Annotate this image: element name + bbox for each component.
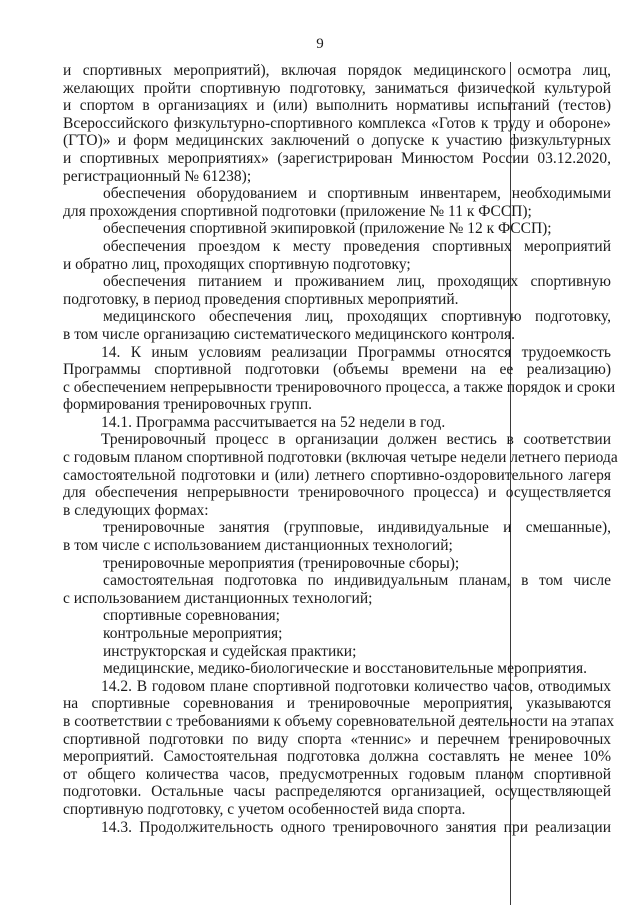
text-line: обеспечения проездом к месту проведения спортивных мероприятий	[103, 237, 611, 255]
text-line: тренировочные занятия (групповые, индивидуальные и смешанные),	[103, 519, 611, 537]
text-line: и обратно лиц, проходящих спортивную подготовку;	[63, 255, 411, 273]
text-line: медицинские, медико-биологические и восстановительные мероприятия.	[103, 660, 588, 678]
text-line: формирования тренировочных групп.	[63, 396, 312, 414]
text-line: 14. К иным условиям реализации Программы относятся трудоемкость	[101, 343, 611, 361]
text-line: медицинского обеспечения лиц, проходящих спортивную подготовку,	[103, 308, 611, 326]
text-line: на спортивные соревнования и тренировочные мероприятия, указываются	[63, 695, 611, 713]
text-line: обеспечения оборудованием и спортивным инвентарем, необходимыми	[103, 185, 611, 203]
text-line: с использованием дистанционных технологий;	[63, 589, 373, 607]
text-line: и спортивных мероприятий), включая порядок медицинского осмотра лиц,	[63, 62, 611, 79]
text-line: обеспечения спортивной экипировкой (приложение № 12 к ФССП);	[103, 220, 552, 238]
text-line: Всероссийского физкультурно-спортивного комплекса «Готов к труду и обороне»	[63, 114, 611, 132]
text-line: Программы спортивной подготовки (объемы времени на ее реализацию)	[63, 361, 611, 379]
text-line: и спортивных мероприятиях» (зарегистрирован Минюстом России 03.12.2020,	[63, 149, 611, 167]
text-line: с годовым планом спортивной подготовки (включая четыре недели летнего периода	[63, 449, 618, 467]
text-line: в том числе с использованием дистанционных технологий;	[63, 537, 453, 555]
text-line: спортивную подготовку, с учетом особенностей вида спорта.	[63, 800, 466, 818]
page-number: 9	[316, 36, 324, 52]
text-line: для обеспечения непрерывности тренировочного процесса) и осуществляется	[63, 484, 611, 502]
text-line: с обеспечением непрерывности тренировочного процесса, а также порядок и сроки	[63, 378, 616, 396]
text-line: спортивной подготовки по виду спорта «теннис» и перечнем тренировочных	[63, 730, 611, 748]
text-line: спортивные соревнования;	[103, 607, 280, 625]
text-line: для прохождения спортивной подготовки (приложение № 11 к ФССП);	[63, 202, 532, 220]
text-line: желающих пройти спортивную подготовку, заниматься физической культурой	[63, 79, 611, 97]
text-line: подготовки. Остальные часы распределяются организацией, осуществляющей	[63, 783, 611, 801]
text-line: подготовку, в период проведения спортивных мероприятий.	[63, 290, 459, 308]
text-line: в соответствии с требованиями к объему соревновательной деятельности на этапах	[63, 712, 615, 730]
text-line: и спортом в организациях и (или) выполнить нормативы испытаний (тестов)	[63, 97, 611, 115]
text-line: в следующих формах:	[63, 501, 209, 519]
text-line: самостоятельной подготовки и (или) летнего спортивно-оздоровительного лагеря	[63, 466, 611, 484]
document-body	[63, 62, 618, 836]
text-line: 14.2. В годовом плане спортивной подготовки количество часов, отводимых	[101, 677, 611, 695]
text-line: самостоятельная подготовка по индивидуальным планам, в том числе	[103, 572, 611, 590]
text-line: (ГТО)» и форм медицинских заключений о допуске к участию физкультурных	[63, 132, 611, 150]
text-line: 14.3. Продолжительность одного тренировочного занятия при реализации	[101, 818, 611, 836]
text-line: регистрационный № 61238);	[63, 167, 252, 185]
text-line: 14.1. Программа рассчитывается на 52 недели в год.	[101, 413, 446, 431]
text-line: контрольные мероприятия;	[103, 625, 283, 642]
text-line: мероприятий. Самостоятельная подготовка должна составлять не менее 10%	[63, 748, 611, 766]
text-line: инструкторская и судейская практики;	[103, 642, 357, 660]
text-line: Тренировочный процесс в организации должен вестись в соответствии	[101, 431, 611, 449]
text-line: обеспечения питанием и проживанием лиц, проходящих спортивную	[103, 273, 611, 291]
text-line: в том числе организацию систематического медицинского контроля.	[63, 325, 516, 343]
text-line: тренировочные мероприятия (тренировочные сборы);	[103, 554, 460, 572]
text-line: от общего количества часов, предусмотренных годовым планом спортивной	[63, 765, 611, 783]
